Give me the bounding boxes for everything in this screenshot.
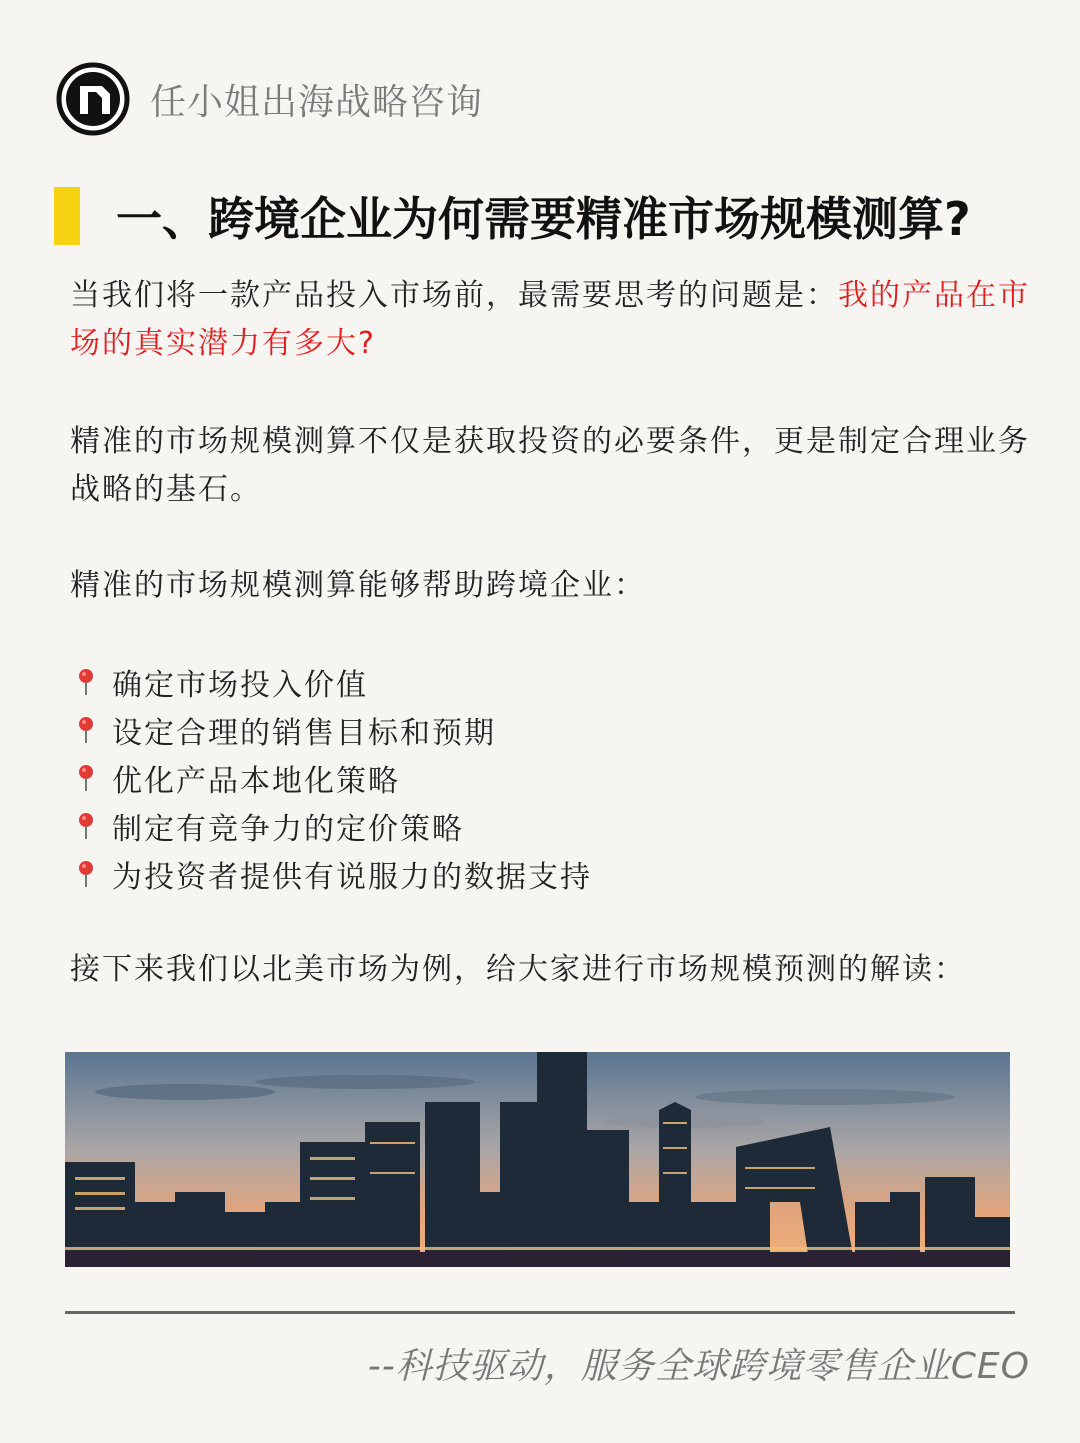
paragraph-importance: 精准的市场规模测算不仅是获取投资的必要条件，更是制定合理业务战略的基石。 (70, 424, 1030, 507)
paragraph-transition: 接下来我们以北美市场为例，给大家进行市场规模预测的解读： (70, 952, 966, 987)
heading-accent-bar (54, 187, 80, 245)
list-item (72, 850, 592, 898)
heading-title: 一、跨境企业为何需要精准市场规模测算? (116, 192, 971, 246)
intro-paragraph (70, 272, 1055, 368)
list-item (72, 754, 592, 802)
pushpin-icon (72, 667, 100, 697)
benefits-list (72, 658, 592, 898)
section-heading (54, 186, 1064, 246)
pushpin-icon (72, 715, 100, 745)
intro-lead: 当我们将一款产品投入市场前，最需要思考的问题是： (70, 278, 838, 313)
brand-name: 任小姐出海战略咨询 (150, 81, 484, 123)
intro-highlight: 我的产品在市场的真实潜力有多大? (70, 278, 1030, 361)
list-item (72, 658, 592, 706)
list-item-text: 制定有竞争力的定价策略 (112, 812, 464, 847)
pushpin-icon (72, 811, 100, 841)
city-skyline-image (65, 1052, 1010, 1267)
list-item-text: 为投资者提供有说服力的数据支持 (112, 860, 592, 895)
footer-tagline: --科技驱动，服务全球跨境零售企业CEO (367, 1346, 1030, 1387)
list-item-text: 确定市场投入价值 (112, 668, 368, 703)
pushpin-icon (72, 763, 100, 793)
footer-divider (65, 1311, 1015, 1314)
list-item (72, 706, 592, 754)
paragraph-benefits-lead: 精准的市场规模测算能够帮助跨境企业： (70, 568, 646, 603)
city-skyline-icon (65, 1052, 1010, 1267)
list-item (72, 802, 592, 850)
brand-logo-icon (56, 62, 130, 136)
brand-header (56, 62, 483, 136)
list-item-text: 优化产品本地化策略 (112, 764, 400, 799)
list-item-text: 设定合理的销售目标和预期 (112, 716, 496, 751)
pushpin-icon (72, 859, 100, 889)
